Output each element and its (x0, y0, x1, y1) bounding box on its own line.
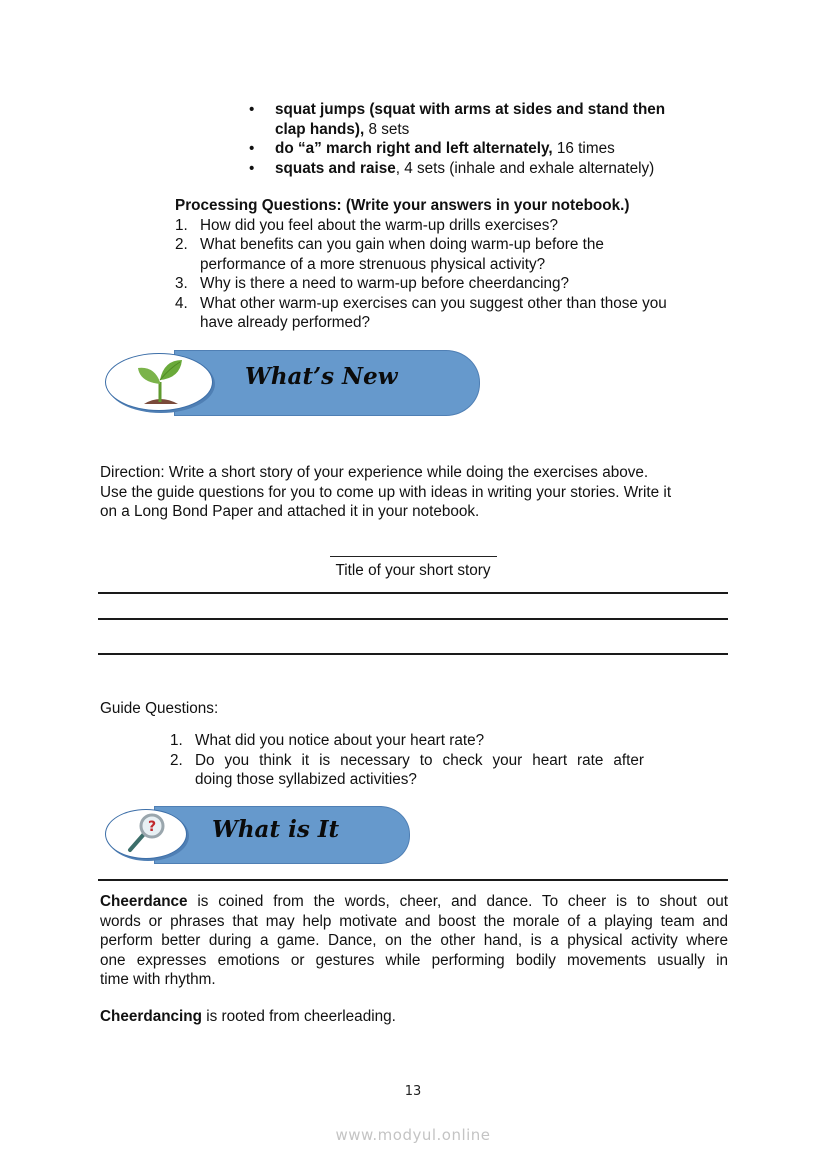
exercise-item: • squat jumps (squat with arms at sides and stand then clap hands), 8 sets (249, 101, 666, 138)
question-item: 2. Do you think it is necessary to check your heart rate after doing those syllabized activities? (170, 751, 644, 788)
bullet-icon: • (249, 101, 255, 118)
writing-line[interactable] (98, 618, 728, 620)
what-is-it-banner (104, 806, 410, 864)
page-number: 13 (404, 1084, 422, 1099)
question-item: 3. Why is there a need to warm-up before cheerdancing? (175, 275, 570, 292)
exercise-list (249, 100, 729, 178)
question-item: 4. What other warm-up exercises can you suggest other than those you have already performed? (175, 294, 667, 331)
question-item: 1. What did you notice about your heart rate? (170, 732, 485, 749)
guide-question-list (170, 731, 644, 790)
direction-text: Direction: Write a short story of your experience while doing the exercises above. Use the guide questions for you to come up with ideas in writing your stories. Write it on a Long Bond Paper and attached it in your notebook. (100, 464, 672, 520)
story-title-caption: Title of your short story (335, 562, 491, 579)
what-is-it-heading: What is It (212, 816, 340, 843)
story-title-blank[interactable] (330, 556, 497, 557)
processing-questions (175, 196, 735, 333)
section-divider (98, 879, 728, 881)
whats-new-banner (104, 350, 480, 416)
processing-question-list (175, 216, 735, 333)
question-item: 1. How did you feel about the warm-up drills exercises? (175, 216, 558, 234)
whats-new-heading: What’s New (245, 363, 398, 390)
bullet-icon: • (249, 159, 255, 177)
writing-line[interactable] (98, 653, 728, 655)
guide-heading: Guide Questions: (100, 700, 219, 717)
cheerdance-definition: Cheerdance is coined from the words, cheer, and dance. To cheer is to shout out words or phrases that may help motivate and boost the morale of a playing team and perform better during a game. Dance, on the other hand, is a physical activity where one expresses emotions or gestures while performing bodily movements usually in time with rhythm. (100, 893, 728, 988)
exercise-item: • squats and raise, 4 sets (inhale and exhale alternately) (249, 159, 655, 177)
exercise-item: • do “a” march right and left alternately, 16 times (249, 140, 615, 157)
sprout-icon (132, 356, 188, 408)
cheerdancing-statement: Cheerdancing is rooted from cheerleading. (100, 1008, 396, 1025)
watermark: www.modyul.online (335, 1126, 491, 1144)
processing-title: Processing Questions: (Write your answers in your notebook.) (175, 197, 630, 214)
svg-text:?: ? (147, 819, 157, 835)
writing-line[interactable] (98, 592, 728, 594)
question-item: 2. What benefits can you gain when doing warm-up before the performance of a more strenuous physical activity? (175, 236, 604, 273)
magnifier-question-icon (122, 812, 170, 854)
bullet-icon: • (249, 140, 255, 157)
